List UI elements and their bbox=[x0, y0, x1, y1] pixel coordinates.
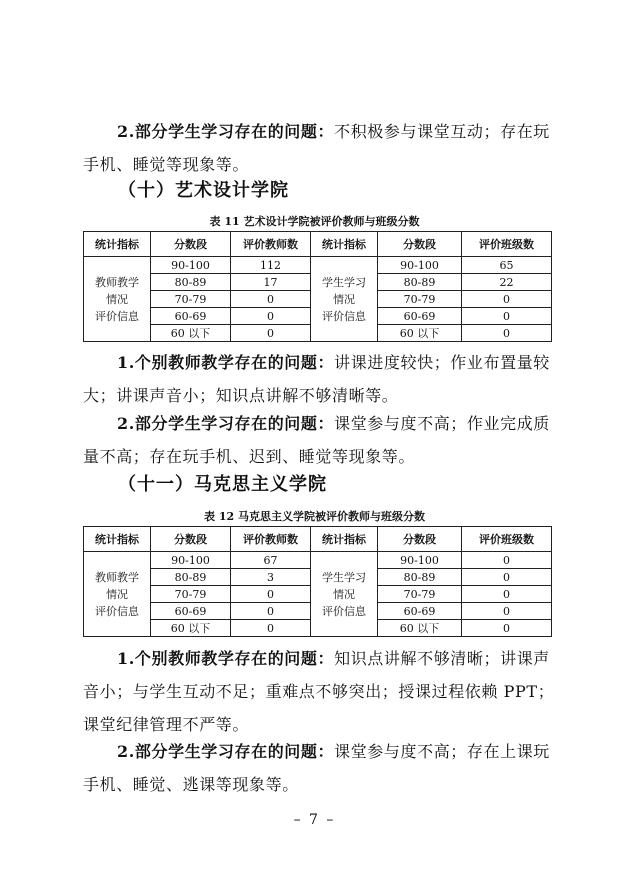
header-cell: 统计指标 bbox=[84, 527, 151, 552]
score-band-cell: 70-79 bbox=[378, 291, 462, 308]
student-group-label: 学生学习 情况 评价信息 bbox=[311, 552, 378, 637]
score-band-cell: 90-100 bbox=[151, 552, 231, 569]
class-count-cell: 0 bbox=[462, 603, 552, 620]
teacher-count-cell: 0 bbox=[231, 586, 311, 603]
score-band-cell: 60-69 bbox=[151, 603, 231, 620]
s10-teacher-issues-label: 1.个别教师教学存在的问题： bbox=[117, 353, 335, 372]
teacher-group-label: 教师教学 情况 评价信息 bbox=[84, 552, 151, 637]
class-count-cell: 0 bbox=[462, 620, 552, 637]
score-band-cell: 80-89 bbox=[378, 569, 462, 586]
header-cell: 统计指标 bbox=[311, 527, 378, 552]
s11-student-issues-paragraph bbox=[83, 735, 558, 801]
teacher-count-cell: 17 bbox=[231, 274, 311, 291]
score-band-cell: 60-69 bbox=[151, 308, 231, 325]
table-12-caption: 表 12 马克思主义学院被评价教师与班级分数 bbox=[204, 510, 425, 523]
class-count-cell: 0 bbox=[462, 569, 552, 586]
prev-student-issues-label: 2.部分学生学习存在的问题： bbox=[117, 122, 335, 141]
section-11-heading: （十一）马克思主义学院 bbox=[118, 474, 327, 495]
score-band-cell: 90-100 bbox=[151, 257, 231, 274]
header-cell: 评价班级数 bbox=[462, 527, 552, 552]
s10-teacher-issues-paragraph bbox=[83, 346, 558, 412]
score-band-cell: 60 以下 bbox=[151, 325, 231, 342]
teacher-group-label: 教师教学 情况 评价信息 bbox=[84, 257, 151, 342]
section-10-heading: （十）艺术设计学院 bbox=[118, 180, 289, 201]
prev-student-issues-paragraph bbox=[83, 115, 558, 181]
teacher-count-cell: 112 bbox=[231, 257, 311, 274]
class-count-cell: 0 bbox=[462, 552, 552, 569]
score-band-cell: 90-100 bbox=[378, 257, 462, 274]
header-cell: 评价班级数 bbox=[462, 232, 552, 257]
score-band-cell: 80-89 bbox=[151, 569, 231, 586]
header-cell: 统计指标 bbox=[311, 232, 378, 257]
class-count-cell: 22 bbox=[462, 274, 552, 291]
teacher-count-cell: 0 bbox=[231, 291, 311, 308]
score-band-cell: 80-89 bbox=[151, 274, 231, 291]
table-header-row bbox=[84, 232, 552, 257]
teacher-count-cell: 0 bbox=[231, 308, 311, 325]
s11-teacher-issues-text: 知识点讲解不够清晰；讲课声音小；与学生互动不足；重难点不够突出；授课过程依赖 PPT；课堂纪律管理不严等。 bbox=[83, 649, 555, 734]
class-count-cell: 0 bbox=[462, 308, 552, 325]
class-count-cell: 0 bbox=[462, 586, 552, 603]
header-cell: 分数段 bbox=[151, 232, 231, 257]
teacher-count-cell: 0 bbox=[231, 603, 311, 620]
s11-student-issues-label: 2.部分学生学习存在的问题： bbox=[117, 742, 335, 761]
table-11-caption: 表 11 艺术设计学院被评价教师与班级分数 bbox=[209, 215, 420, 228]
header-cell: 评价教师数 bbox=[231, 232, 311, 257]
header-cell: 分数段 bbox=[151, 527, 231, 552]
s10-teacher-issues-text: 讲课进度较快；作业布置量较大；讲课声音小；知识点讲解不够清晰等。 bbox=[83, 353, 550, 405]
score-band-cell: 70-79 bbox=[151, 291, 231, 308]
teacher-count-cell: 0 bbox=[231, 325, 311, 342]
score-band-cell: 60 以下 bbox=[151, 620, 231, 637]
table-row bbox=[84, 552, 552, 569]
table-12 bbox=[83, 526, 552, 637]
prev-student-issues-text: 不积极参与课堂互动；存在玩手机、睡觉等现象等。 bbox=[83, 122, 550, 174]
teacher-count-cell: 3 bbox=[231, 569, 311, 586]
teacher-count-cell: 67 bbox=[231, 552, 311, 569]
teacher-count-cell: 0 bbox=[231, 620, 311, 637]
score-band-cell: 70-79 bbox=[378, 586, 462, 603]
table-11 bbox=[83, 231, 552, 342]
s10-student-issues-paragraph bbox=[83, 407, 558, 473]
class-count-cell: 65 bbox=[462, 257, 552, 274]
s11-teacher-issues-label: 1.个别教师教学存在的问题： bbox=[117, 649, 335, 668]
score-band-cell: 60-69 bbox=[378, 308, 462, 325]
page-number: – 7 – bbox=[293, 812, 336, 828]
student-group-label: 学生学习 情况 评价信息 bbox=[311, 257, 378, 342]
class-count-cell: 0 bbox=[462, 325, 552, 342]
header-cell: 分数段 bbox=[378, 527, 462, 552]
s11-teacher-issues-paragraph bbox=[83, 642, 558, 741]
score-band-cell: 60-69 bbox=[378, 603, 462, 620]
class-count-cell: 0 bbox=[462, 291, 552, 308]
header-cell: 统计指标 bbox=[84, 232, 151, 257]
score-band-cell: 60 以下 bbox=[378, 620, 462, 637]
score-band-cell: 60 以下 bbox=[378, 325, 462, 342]
header-cell: 评价教师数 bbox=[231, 527, 311, 552]
score-band-cell: 70-79 bbox=[151, 586, 231, 603]
s10-student-issues-text: 课堂参与度不高；作业完成质量不高；存在玩手机、迟到、睡觉等现象等。 bbox=[83, 414, 550, 466]
s11-student-issues-text: 课堂参与度不高；存在上课玩手机、睡觉、逃课等现象等。 bbox=[83, 742, 550, 794]
header-cell: 分数段 bbox=[378, 232, 462, 257]
score-band-cell: 80-89 bbox=[378, 274, 462, 291]
table-header-row bbox=[84, 527, 552, 552]
table-row bbox=[84, 257, 552, 274]
s10-student-issues-label: 2.部分学生学习存在的问题： bbox=[117, 414, 335, 433]
score-band-cell: 90-100 bbox=[378, 552, 462, 569]
